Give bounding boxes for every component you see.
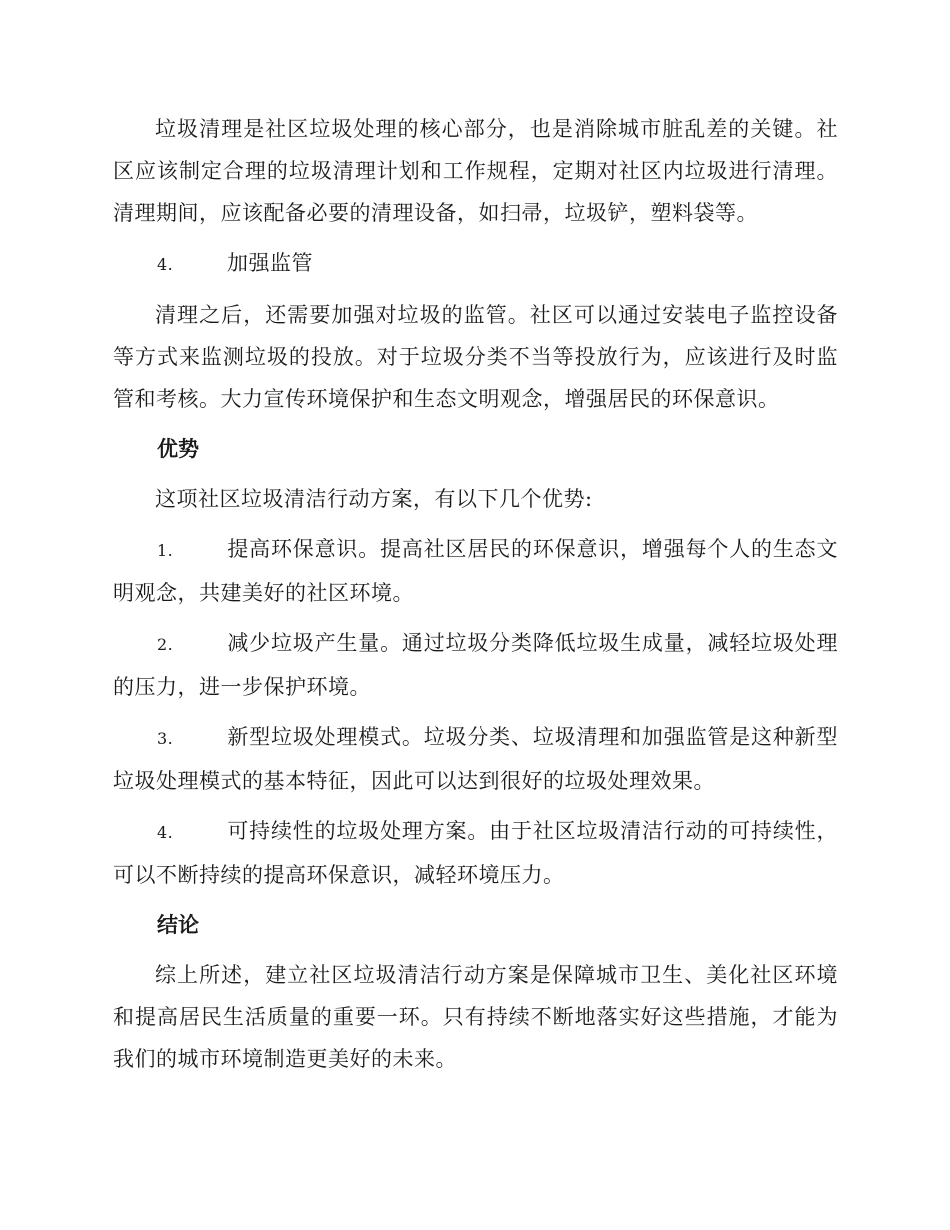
list-item-text: 可持续性的垃圾处理方案。由于社区垃圾清洁行动的可持续性，可以不断持续的提高环保意识，减轻环境压力。 — [113, 819, 838, 887]
document-page — [113, 108, 838, 1088]
section-heading-conclusion: 结论 — [157, 913, 199, 937]
list-item — [113, 810, 838, 896]
list-item-text: 加强监管 — [227, 251, 313, 275]
list-item — [113, 622, 838, 708]
list-number: 1. — [157, 541, 174, 560]
paragraph-conclusion: 综上所述，建立社区垃圾清洁行动方案是保障城市卫生、美化社区环境和提高居民生活质量的重要一环。只有持续不断地落实好这些措施，才能为我们的城市环境制造更美好的未来。 — [113, 963, 838, 1071]
list-item-text: 减少垃圾产生量。通过垃圾分类降低垃圾生成量，减轻垃圾处理的压力，进一步保护环境。 — [113, 631, 838, 699]
list-item — [113, 716, 838, 802]
list-number: 4. — [157, 255, 174, 274]
section-heading-advantages: 优势 — [157, 437, 199, 461]
list-number: 3. — [157, 729, 174, 748]
paragraph-advantages-intro: 这项社区垃圾清洁行动方案，有以下几个优势: — [155, 487, 593, 511]
list-item-text: 提高环保意识。提高社区居民的环保意识，增强每个人的生态文明观念，共建美好的社区环境。 — [113, 537, 838, 605]
list-number: 4. — [157, 823, 174, 842]
list-item-text: 新型垃圾处理模式。垃圾分类、垃圾清理和加强监管是这种新型垃圾处理模式的基本特征，因此可以达到很好的垃圾处理效果。 — [113, 725, 838, 793]
list-item-strengthen-supervision — [113, 242, 838, 286]
list-item — [113, 528, 838, 614]
list-number: 2. — [157, 635, 174, 654]
paragraph-supervision: 清理之后，还需要加强对垃圾的监管。社区可以通过安装电子监控设备等方式来监测垃圾的投放。对于垃圾分类不当等投放行为，应该进行及时监管和考核。大力宣传环境保护和生态文明观念，增强居民的环保意识。 — [113, 303, 838, 411]
paragraph-cleanup: 垃圾清理是社区垃圾处理的核心部分，也是消除城市脏乱差的关键。社区应该制定合理的垃圾清理计划和工作规程，定期对社区内垃圾进行清理。清理期间，应该配备必要的清理设备，如扫帚，垃圾铲，塑料袋等。 — [113, 117, 838, 225]
